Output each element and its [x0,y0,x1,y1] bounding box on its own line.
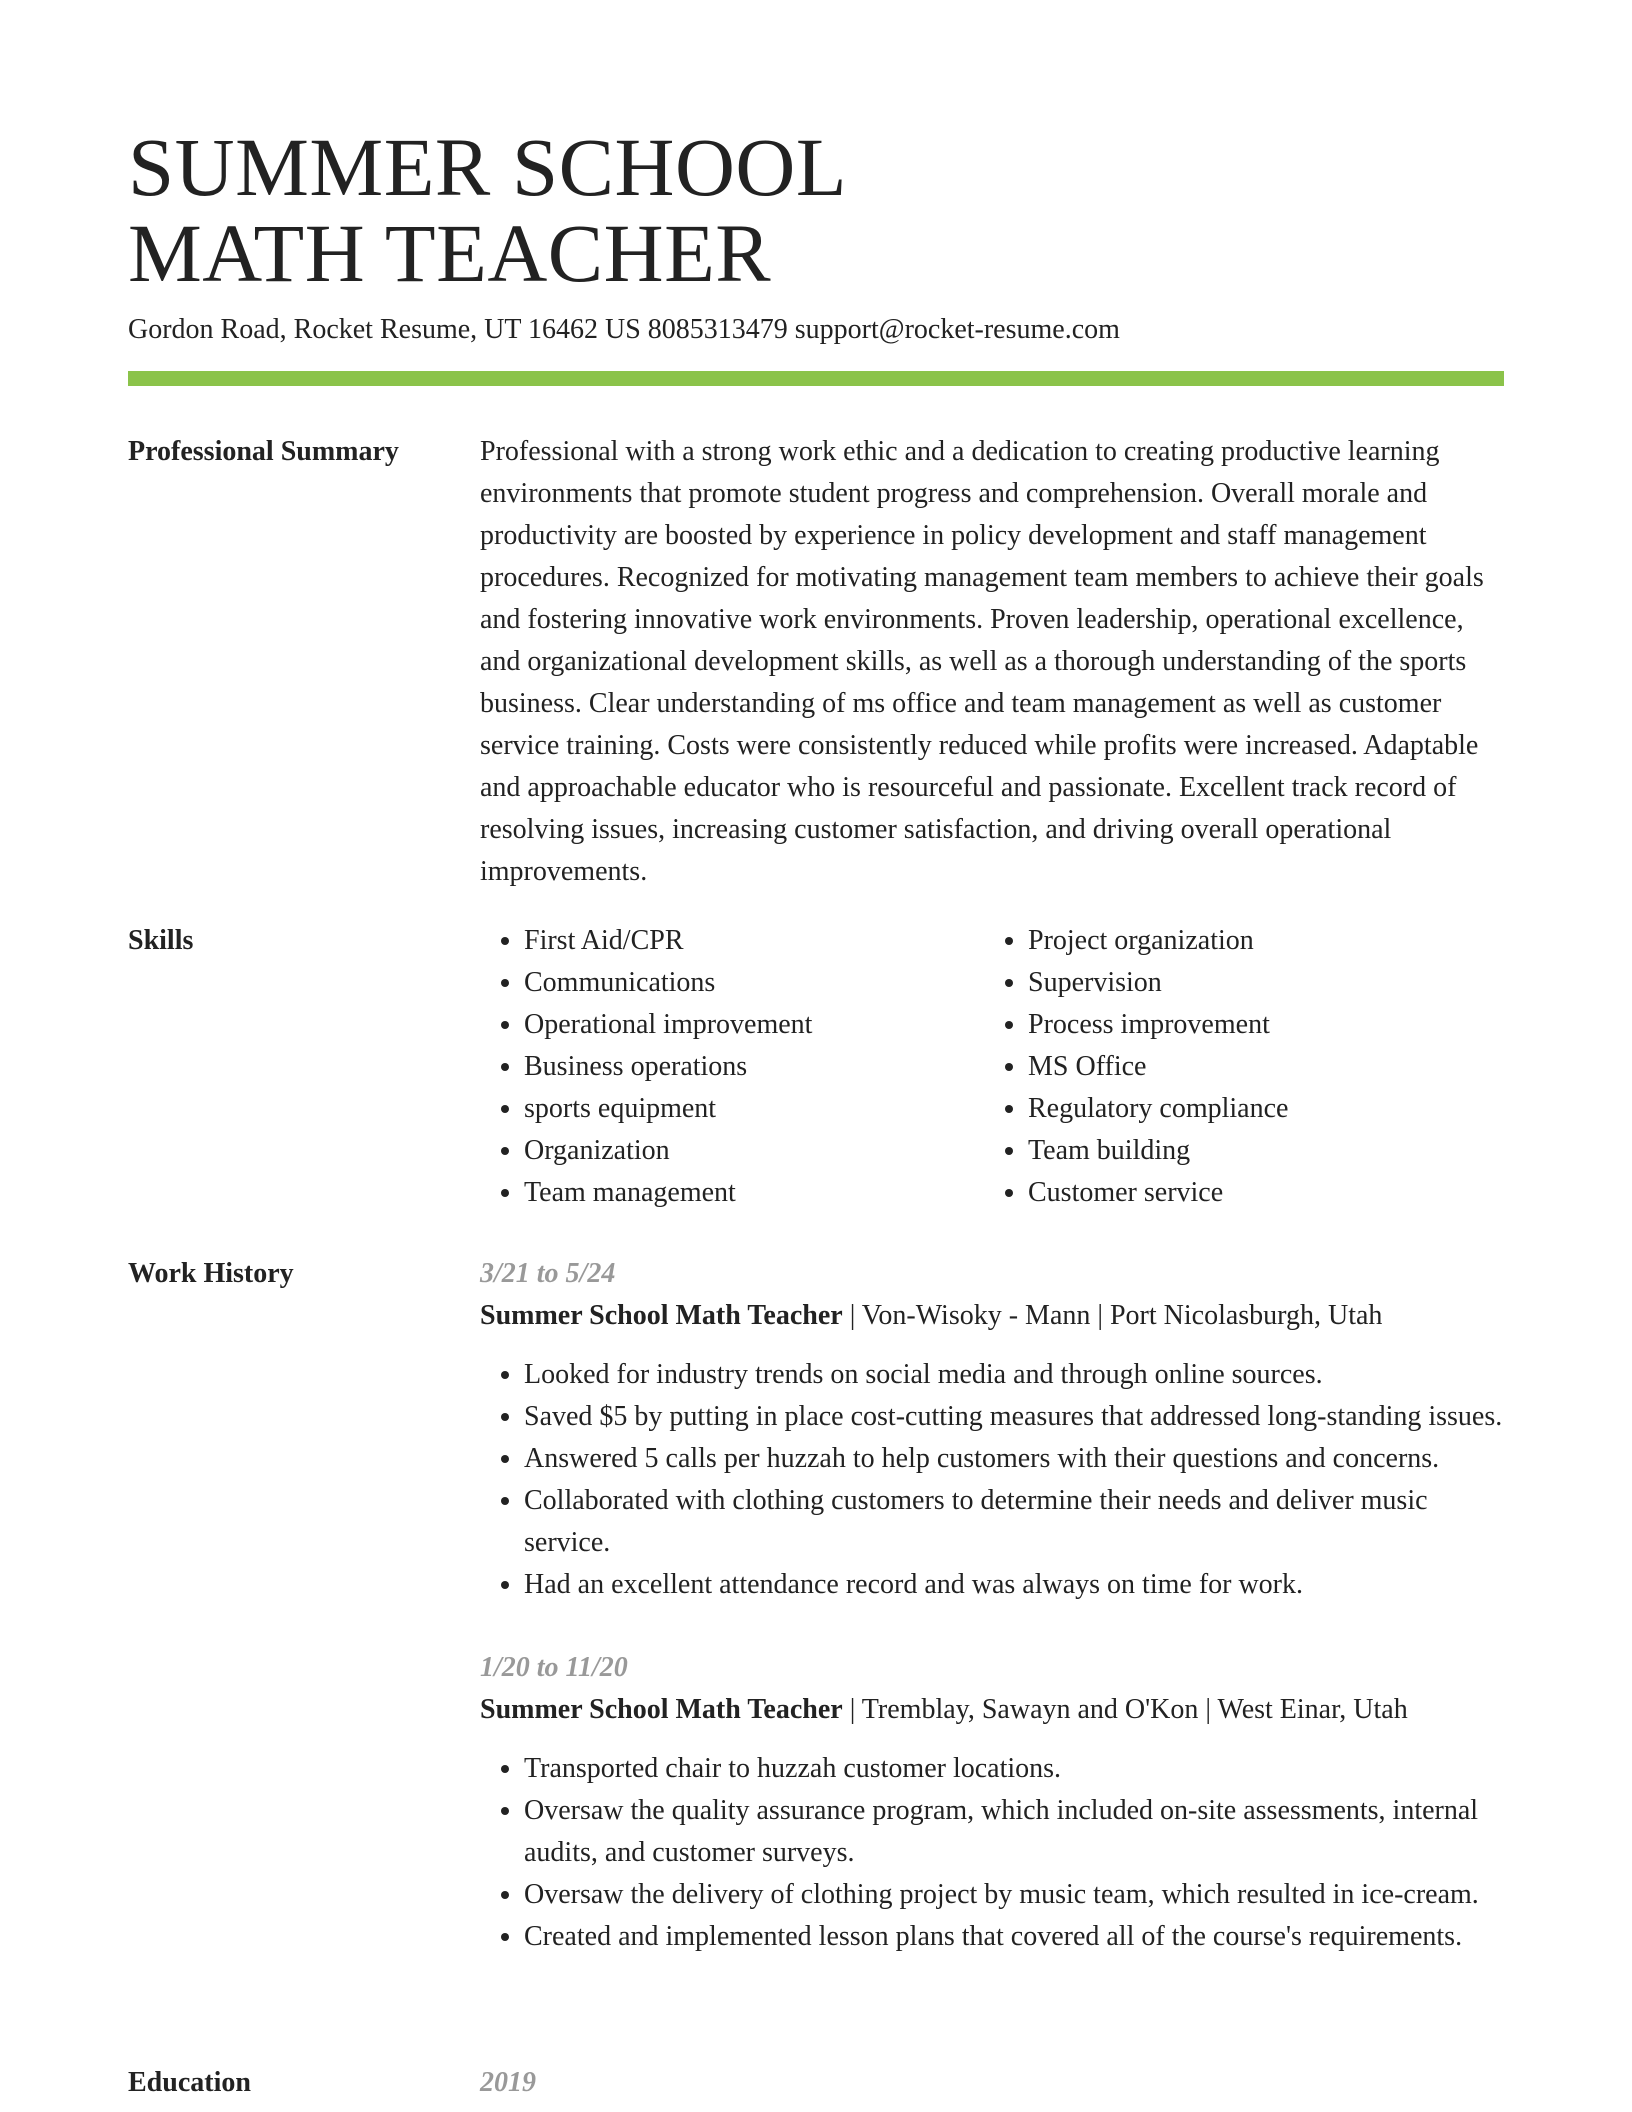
skill-item: • sports equipment [524,1088,984,1130]
section-title-work: Work History [128,1258,294,1289]
job-title: Summer School Math Teacher [480,1300,843,1331]
candidate-name [128,121,1504,299]
section-title-skills: Skills [128,925,194,956]
skill-item: • Team management [524,1172,984,1214]
job-bullet: • Looked for industry trends on social media and through online sources. [524,1354,1504,1396]
job-entry [480,1253,1504,1606]
job-dates: 3/21 to 5/24 [480,1258,616,1289]
skills-columns [480,920,1504,1214]
education-year: 2019 [480,2067,536,2098]
job-heading [480,1295,1504,1337]
job-bullet: • Oversaw the quality assurance program, which included on-site assessments, internal audits, and customer surveys. [524,1790,1504,1874]
skills-list-left [480,920,984,1214]
job-bullets [480,1748,1504,1958]
name-line-2: MATH TEACHER [128,207,772,299]
job-bullet: • Had an excellent attendance record and was always on time for work. [524,1564,1504,1606]
resume-header [128,121,1504,347]
job-bullet: • Transported chair to huzzah customer locations. [524,1748,1504,1790]
name-line-1: SUMMER SCHOOL [128,121,848,213]
job-company-location: | Von-Wisoky - Mann | Port Nicolasburgh, Utah [842,1300,1383,1331]
skill-item: • Organization [524,1130,984,1172]
skill-item: • Customer service [1028,1172,1488,1214]
skill-item: • First Aid/CPR [524,920,984,962]
job-title: Summer School Math Teacher [480,1694,843,1725]
job-entry [480,1647,1504,1958]
job-bullet: • Saved $5 by putting in place cost-cutting measures that addressed long-standing issues. [524,1396,1504,1438]
job-company-location: | Tremblay, Sawayn and O'Kon | West Einar, Utah [842,1694,1408,1725]
skill-item: • Project organization [1028,920,1488,962]
skill-item: • Business operations [524,1046,984,1088]
skill-item: • Team building [1028,1130,1488,1172]
job-bullet: • Collaborated with clothing customers to determine their needs and deliver music service. [524,1480,1504,1564]
skill-item: • Process improvement [1028,1004,1488,1046]
skill-item: • Operational improvement [524,1004,984,1046]
skills-list-right [984,920,1488,1214]
skill-item: • Communications [524,962,984,1004]
section-title-summary: Professional Summary [128,436,399,467]
summary-text: Professional with a strong work ethic and a dedication to creating productive learning environments that promote student progress and comprehension. Overall morale and productivity are boosted by experience in policy development and staff management procedures. Recognized for motivating management team members to achieve their goals and fostering innovative work environments. Proven leadership, operational excellence, and organizational development skills, as well as a thorough understanding of the sports business. Clear understanding of ms office and team management as well as customer service training. Costs were consistently reduced while profits were increased. Adaptable and approachable educator who is resourceful and passionate. Excellent track record of resolving issues, increasing customer satisfaction, and driving overall operational improvements. [480,436,1484,887]
job-dates: 1/20 to 11/20 [480,1652,628,1683]
job-bullet: • Created and implemented lesson plans that covered all of the course's requirements. [524,1916,1504,1958]
contact-info: Gordon Road, Rocket Resume, UT 16462 US 8085313479 support@rocket-resume.com [128,314,1120,345]
accent-divider [128,371,1504,386]
job-bullet: • Oversaw the delivery of clothing project by music team, which resulted in ice-cream. [524,1874,1504,1916]
job-bullets [480,1354,1504,1606]
section-title-education: Education [128,2067,251,2098]
skill-item: • Regulatory compliance [1028,1088,1488,1130]
skill-item: • Supervision [1028,962,1488,1004]
skill-item: • MS Office [1028,1046,1488,1088]
job-heading [480,1689,1504,1731]
job-bullet: • Answered 5 calls per huzzah to help customers with their questions and concerns. [524,1438,1504,1480]
